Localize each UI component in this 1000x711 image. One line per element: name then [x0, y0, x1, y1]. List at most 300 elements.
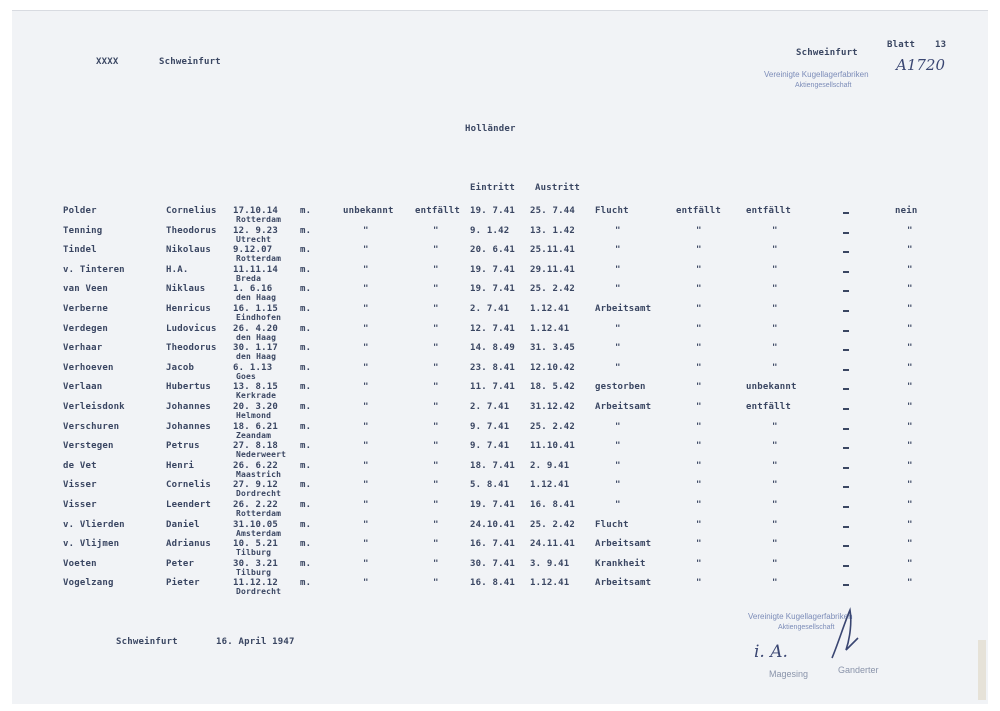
- cell-col-origin: ": [363, 519, 369, 530]
- cell-sex: m.: [300, 206, 312, 216]
- cell-col-a: ": [696, 539, 702, 550]
- cell-first-name: H.A.: [166, 264, 189, 275]
- cell-surname: Vogelzang: [63, 578, 114, 589]
- cell-col-c: [843, 467, 849, 469]
- cell-exit-reason: Arbeitsamt: [595, 578, 652, 589]
- cell-birth-place: den Haag: [236, 352, 277, 362]
- cell-exit-date: 1.12.41: [530, 480, 570, 491]
- cell-col-origin: unbekannt: [343, 206, 394, 216]
- cell-col-origin: ": [363, 362, 369, 373]
- cell-exit-date: 13. 1.42: [530, 225, 575, 236]
- cell-first-name: Theodorus: [166, 343, 217, 354]
- cell-birth-place: Kerkrade: [236, 391, 277, 401]
- cell-exit-reason: Arbeitsamt: [595, 402, 652, 412]
- cell-sex: m.: [300, 284, 312, 295]
- signature-mark: [826, 604, 860, 664]
- cell-first-name: Peter: [166, 558, 195, 569]
- cell-first-name: Cornelius: [166, 206, 217, 216]
- cell-first-name: Nikolaus: [166, 245, 211, 256]
- cell-col-status: ": [433, 519, 439, 530]
- cell-birth-date: 20. 3.20: [233, 402, 278, 412]
- cell-col-b: ": [772, 362, 778, 373]
- cell-col-a: ": [696, 421, 702, 432]
- cell-surname: v. Vlierden: [63, 519, 125, 530]
- cell-exit-reason: ": [615, 441, 621, 452]
- cell-sex: m.: [300, 539, 312, 550]
- cell-sex: m.: [300, 500, 312, 510]
- cell-exit-reason: Flucht: [595, 519, 629, 530]
- cell-entry-date: 23. 8.41: [470, 362, 515, 373]
- cell-col-b: ": [772, 539, 778, 550]
- cell-entry-date: 19. 7.41: [470, 284, 515, 295]
- cell-entry-date: 9. 1.42: [470, 225, 510, 236]
- cell-col-c: [843, 447, 849, 449]
- cell-birth-place: Nederweert: [236, 450, 287, 460]
- cell-exit-date: 25. 2.42: [530, 284, 575, 295]
- cell-col-status: ": [433, 402, 439, 412]
- cell-exit-reason: ": [615, 343, 621, 354]
- cell-col-d: ": [907, 500, 913, 510]
- document-sheet: [12, 10, 988, 704]
- cell-surname: v. Vlijmen: [63, 539, 120, 550]
- cell-col-status: ": [433, 480, 439, 491]
- cell-birth-place: Goes: [236, 371, 257, 381]
- cell-birth-date: 11.11.14: [233, 264, 278, 275]
- cell-sex: m.: [300, 245, 312, 256]
- cell-entry-date: 12. 7.41: [470, 323, 515, 334]
- header-marker: XXXX: [96, 57, 119, 67]
- cell-col-b: ": [772, 441, 778, 452]
- cell-col-a: entfällt: [676, 206, 721, 216]
- cell-col-origin: ": [363, 441, 369, 452]
- cell-entry-date: 5. 8.41: [470, 480, 510, 491]
- cell-col-origin: ": [363, 402, 369, 412]
- cell-first-name: Adrianus: [166, 539, 211, 550]
- cell-exit-reason: Arbeitsamt: [595, 304, 652, 314]
- cell-entry-date: 20. 6.41: [470, 245, 515, 256]
- cell-exit-reason: Arbeitsamt: [595, 539, 652, 550]
- cell-col-origin: ": [363, 264, 369, 275]
- cell-exit-date: 25. 2.42: [530, 421, 575, 432]
- cell-surname: Tenning: [63, 225, 103, 236]
- cell-col-a: ": [696, 304, 702, 314]
- cell-exit-reason: ": [615, 362, 621, 373]
- cell-col-status: ": [433, 343, 439, 354]
- cell-col-status: ": [433, 382, 439, 393]
- header-city-right: Schweinfurt: [796, 48, 858, 58]
- cell-sex: m.: [300, 519, 312, 530]
- cell-col-a: ": [696, 480, 702, 491]
- cell-col-status: ": [433, 264, 439, 275]
- cell-col-d: ": [907, 402, 913, 412]
- cell-birth-place: Zeandam: [236, 430, 272, 440]
- cell-col-a: ": [696, 323, 702, 334]
- cell-col-b: ": [772, 460, 778, 471]
- cell-birth-date: 11.12.12: [233, 578, 278, 589]
- cell-col-status: ": [433, 362, 439, 373]
- cell-exit-reason: ": [615, 225, 621, 236]
- cell-first-name: Leendert: [166, 500, 211, 510]
- cell-exit-date: 2. 9.41: [530, 460, 570, 471]
- cell-col-c: [843, 526, 849, 528]
- sheet-label: Blatt: [887, 40, 916, 50]
- cell-col-d: ": [907, 323, 913, 334]
- cell-first-name: Johannes: [166, 421, 211, 432]
- cell-birth-place: Eindhofen: [236, 313, 282, 322]
- cell-first-name: Cornelis: [166, 480, 211, 491]
- cell-col-a: ": [696, 362, 702, 373]
- cell-col-b: ": [772, 578, 778, 589]
- cell-first-name: Henricus: [166, 304, 211, 314]
- cell-entry-date: 18. 7.41: [470, 460, 515, 471]
- cell-col-c: [843, 545, 849, 547]
- cell-exit-date: 11.10.41: [530, 441, 575, 452]
- cell-col-origin: ": [363, 382, 369, 393]
- cell-col-a: ": [696, 264, 702, 275]
- cell-exit-date: 1.12.41: [530, 304, 570, 314]
- cell-col-origin: ": [363, 284, 369, 295]
- cell-exit-date: 24.11.41: [530, 539, 575, 550]
- cell-entry-date: 19. 7.41: [470, 500, 515, 510]
- cell-col-c: [843, 486, 849, 488]
- cell-surname: Verhoeven: [63, 362, 114, 373]
- cell-first-name: Daniel: [166, 519, 200, 530]
- cell-birth-place: Helmond: [236, 411, 272, 420]
- cell-first-name: Jacob: [166, 362, 195, 373]
- cell-col-c: [843, 408, 849, 410]
- cell-col-c: [843, 349, 849, 351]
- cell-col-status: entfällt: [415, 206, 460, 216]
- cell-col-status: ": [433, 578, 439, 589]
- cell-col-d: ": [907, 362, 913, 373]
- cell-col-origin: ": [363, 480, 369, 491]
- header-city: Schweinfurt: [159, 57, 221, 67]
- cell-col-a: ": [696, 558, 702, 569]
- cell-exit-reason: ": [615, 264, 621, 275]
- cell-col-d: nein: [895, 206, 918, 216]
- cell-birth-date: 17.10.14: [233, 206, 278, 216]
- cell-entry-date: 9. 7.41: [470, 441, 510, 452]
- cell-sex: m.: [300, 362, 312, 373]
- cell-birth-place: Amsterdam: [236, 528, 282, 538]
- cell-surname: Polder: [63, 206, 97, 216]
- cell-col-d: ": [907, 245, 913, 256]
- cell-birth-date: 6. 1.13: [233, 362, 273, 373]
- cell-exit-date: 29.11.41: [530, 264, 575, 275]
- sign-label-left: Magesing: [769, 669, 809, 679]
- cell-col-c: [843, 290, 849, 292]
- cell-surname: Visser: [63, 480, 97, 491]
- cell-sex: m.: [300, 441, 312, 452]
- cell-col-status: ": [433, 539, 439, 550]
- cell-birth-place: den Haag: [236, 332, 277, 342]
- cell-surname: de Vet: [63, 460, 97, 471]
- cell-col-origin: ": [363, 421, 369, 432]
- cell-col-d: ": [907, 519, 913, 530]
- cell-birth-place: Rotterdam: [236, 509, 282, 518]
- cell-sex: m.: [300, 304, 312, 314]
- handwritten-number: A1720: [896, 56, 946, 74]
- paper-edge: [978, 640, 986, 700]
- cell-col-d: ": [907, 421, 913, 432]
- cell-birth-place: Dordrecht: [236, 587, 282, 597]
- cell-birth-place: Tilburg: [236, 567, 272, 577]
- cell-birth-date: 27. 8.18: [233, 441, 278, 452]
- cell-birth-date: 16. 1.15: [233, 304, 278, 314]
- cell-col-d: ": [907, 460, 913, 471]
- cell-col-a: ": [696, 500, 702, 510]
- cell-exit-date: 16. 8.41: [530, 500, 575, 510]
- cell-col-a: ": [696, 343, 702, 354]
- cell-birth-date: 12. 9.23: [233, 225, 278, 236]
- cell-exit-date: 31.12.42: [530, 402, 575, 412]
- cell-exit-reason: Krankheit: [595, 558, 646, 569]
- cell-entry-date: 30. 7.41: [470, 558, 515, 569]
- cell-col-b: ": [772, 421, 778, 432]
- cell-exit-date: 1.12.41: [530, 578, 570, 589]
- cell-birth-place: den Haag: [236, 293, 277, 303]
- cell-birth-date: 26. 2.22: [233, 500, 278, 510]
- cell-birth-date: 13. 8.15: [233, 382, 278, 393]
- cell-surname: van Veen: [63, 284, 108, 295]
- cell-birth-date: 30. 3.21: [233, 558, 278, 569]
- cell-entry-date: 2. 7.41: [470, 304, 510, 314]
- cell-col-d: ": [907, 264, 913, 275]
- cell-birth-date: 31.10.05: [233, 519, 278, 530]
- cell-col-a: ": [696, 225, 702, 236]
- footer-city: Schweinfurt: [116, 637, 178, 647]
- cell-col-origin: ": [363, 245, 369, 256]
- cell-entry-date: 14. 8.49: [470, 343, 515, 354]
- cell-entry-date: 19. 7.41: [470, 264, 515, 275]
- cell-exit-reason: ": [615, 245, 621, 256]
- cell-col-origin: ": [363, 225, 369, 236]
- cell-birth-place: Maastrich: [236, 469, 282, 479]
- cell-exit-reason: ": [615, 460, 621, 471]
- cell-col-c: [843, 271, 849, 273]
- cell-entry-date: 11. 7.41: [470, 382, 515, 393]
- cell-surname: Verdegen: [63, 323, 108, 334]
- cell-col-c: [843, 369, 849, 371]
- cell-exit-date: 25. 2.42: [530, 519, 575, 530]
- cell-surname: Verhaar: [63, 343, 103, 354]
- cell-col-origin: ": [363, 539, 369, 550]
- cell-col-d: ": [907, 441, 913, 452]
- cell-entry-date: 16. 7.41: [470, 539, 515, 550]
- cell-col-c: [843, 506, 849, 508]
- cell-birth-place: Utrecht: [236, 234, 272, 244]
- cell-col-b: ": [772, 323, 778, 334]
- cell-first-name: Niklaus: [166, 284, 206, 295]
- cell-col-origin: ": [363, 304, 369, 314]
- cell-col-d: ": [907, 558, 913, 569]
- cell-col-a: ": [696, 245, 702, 256]
- cell-first-name: Petrus: [166, 441, 200, 452]
- cell-sex: m.: [300, 558, 312, 569]
- cell-col-status: ": [433, 304, 439, 314]
- cell-col-d: ": [907, 539, 913, 550]
- cell-col-d: ": [907, 225, 913, 236]
- cell-col-b: ": [772, 343, 778, 354]
- cell-col-status: ": [433, 500, 439, 510]
- cell-col-a: ": [696, 284, 702, 295]
- cell-exit-reason: ": [615, 421, 621, 432]
- cell-entry-date: 24.10.41: [470, 519, 515, 530]
- cell-col-origin: ": [363, 500, 369, 510]
- cell-sex: m.: [300, 225, 312, 236]
- cell-first-name: Ludovicus: [166, 323, 217, 334]
- cell-sex: m.: [300, 578, 312, 589]
- stamp-company-top: Vereinigte Kugellagerfabriken: [764, 70, 869, 79]
- cell-col-c: [843, 565, 849, 567]
- cell-col-origin: ": [363, 460, 369, 471]
- cell-exit-reason: Flucht: [595, 206, 629, 216]
- cell-col-a: ": [696, 402, 702, 412]
- cell-birth-place: Breda: [236, 273, 262, 283]
- cell-birth-place: Tilburg: [236, 548, 272, 558]
- document-title: Holländer: [465, 124, 516, 134]
- cell-entry-date: 9. 7.41: [470, 421, 510, 432]
- cell-col-d: ": [907, 304, 913, 314]
- cell-col-status: ": [433, 323, 439, 334]
- cell-col-c: [843, 232, 849, 234]
- cell-col-b: ": [772, 480, 778, 491]
- cell-sex: m.: [300, 264, 312, 275]
- cell-surname: Verschuren: [63, 421, 120, 432]
- signature-initials: i. A.: [754, 642, 788, 662]
- cell-col-b: ": [772, 500, 778, 510]
- cell-col-a: ": [696, 441, 702, 452]
- cell-col-a: ": [696, 519, 702, 530]
- cell-sex: m.: [300, 343, 312, 354]
- cell-exit-reason: ": [615, 480, 621, 491]
- cell-col-origin: ": [363, 343, 369, 354]
- cell-col-origin: ": [363, 323, 369, 334]
- cell-col-d: ": [907, 343, 913, 354]
- cell-exit-date: 31. 3.45: [530, 343, 575, 354]
- cell-col-status: ": [433, 421, 439, 432]
- cell-exit-reason: gestorben: [595, 382, 646, 393]
- cell-col-b: entfällt: [746, 402, 791, 412]
- cell-col-b: entfällt: [746, 206, 791, 216]
- cell-sex: m.: [300, 480, 312, 491]
- stamp-sub-top: Aktiengesellschaft: [795, 82, 852, 89]
- cell-first-name: Hubertus: [166, 382, 211, 393]
- stamp-company-bottom: Vereinigte Kugellagerfabriken: [748, 612, 853, 621]
- cell-col-status: ": [433, 245, 439, 256]
- cell-col-a: ": [696, 382, 702, 393]
- cell-col-d: ": [907, 578, 913, 589]
- cell-surname: Voeten: [63, 558, 97, 569]
- cell-col-status: ": [433, 558, 439, 569]
- cell-col-c: [843, 388, 849, 390]
- cell-surname: Verlaan: [63, 382, 103, 393]
- cell-sex: m.: [300, 421, 312, 432]
- cell-col-b: ": [772, 284, 778, 295]
- cell-exit-date: 25. 7.44: [530, 206, 575, 216]
- cell-col-c: [843, 584, 849, 586]
- cell-surname: Tindel: [63, 245, 97, 256]
- cell-col-b: ": [772, 558, 778, 569]
- cell-col-status: ": [433, 460, 439, 471]
- cell-col-status: ": [433, 441, 439, 452]
- cell-col-c: [843, 310, 849, 312]
- cell-birth-date: 30. 1.17: [233, 343, 278, 354]
- cell-col-status: ": [433, 225, 439, 236]
- cell-first-name: Johannes: [166, 402, 211, 412]
- cell-col-b: ": [772, 304, 778, 314]
- sheet-number: 13: [935, 40, 947, 50]
- cell-exit-date: 25.11.41: [530, 245, 575, 256]
- cell-birth-date: 26. 6.22: [233, 460, 278, 471]
- cell-birth-place: Rotterdam: [236, 215, 282, 224]
- cell-sex: m.: [300, 402, 312, 412]
- cell-col-a: ": [696, 460, 702, 471]
- cell-col-d: ": [907, 382, 913, 393]
- cell-exit-reason: ": [615, 323, 621, 334]
- cell-col-d: ": [907, 480, 913, 491]
- column-exit-heading: Austritt: [535, 183, 580, 193]
- cell-exit-reason: ": [615, 284, 621, 295]
- cell-birth-date: 18. 6.21: [233, 421, 278, 432]
- footer-date: 16. April 1947: [216, 637, 295, 647]
- cell-col-b: ": [772, 245, 778, 256]
- cell-birth-date: 27. 9.12: [233, 480, 278, 491]
- cell-birth-date: 26. 4.20: [233, 323, 278, 334]
- cell-first-name: Pieter: [166, 578, 200, 589]
- cell-entry-date: 19. 7.41: [470, 206, 515, 216]
- cell-birth-date: 10. 5.21: [233, 539, 278, 550]
- cell-entry-date: 2. 7.41: [470, 402, 510, 412]
- cell-col-b: ": [772, 519, 778, 530]
- cell-exit-date: 18. 5.42: [530, 382, 575, 393]
- cell-col-b: unbekannt: [746, 382, 797, 393]
- cell-exit-date: 3. 9.41: [530, 558, 570, 569]
- cell-col-c: [843, 428, 849, 430]
- cell-birth-date: 1. 6.16: [233, 284, 273, 295]
- cell-col-status: ": [433, 284, 439, 295]
- cell-col-origin: ": [363, 578, 369, 589]
- cell-first-name: Theodorus: [166, 225, 217, 236]
- cell-exit-date: 1.12.41: [530, 323, 570, 334]
- cell-surname: Verstegen: [63, 441, 114, 452]
- cell-birth-place: Rotterdam: [236, 254, 282, 264]
- cell-birth-date: 9.12.07: [233, 245, 273, 256]
- cell-col-origin: ": [363, 558, 369, 569]
- cell-surname: v. Tinteren: [63, 264, 125, 275]
- cell-first-name: Henri: [166, 460, 195, 471]
- cell-col-b: ": [772, 264, 778, 275]
- cell-col-b: ": [772, 225, 778, 236]
- column-entry-heading: Eintritt: [470, 183, 515, 193]
- cell-sex: m.: [300, 382, 312, 393]
- cell-surname: Verberne: [63, 304, 108, 314]
- cell-exit-date: 12.10.42: [530, 362, 575, 373]
- cell-sex: m.: [300, 323, 312, 334]
- cell-col-c: [843, 330, 849, 332]
- cell-exit-reason: ": [615, 500, 621, 510]
- cell-col-c: [843, 251, 849, 253]
- cell-col-a: ": [696, 578, 702, 589]
- sign-label-right: Ganderter: [838, 665, 879, 675]
- cell-col-c: [843, 212, 849, 214]
- cell-sex: m.: [300, 460, 312, 471]
- cell-surname: Visser: [63, 500, 97, 510]
- cell-birth-place: Dordrecht: [236, 489, 282, 499]
- stamp-sub-bottom: Aktiengesellschaft: [778, 624, 835, 631]
- cell-surname: Verleisdonk: [63, 402, 125, 412]
- cell-col-d: ": [907, 284, 913, 295]
